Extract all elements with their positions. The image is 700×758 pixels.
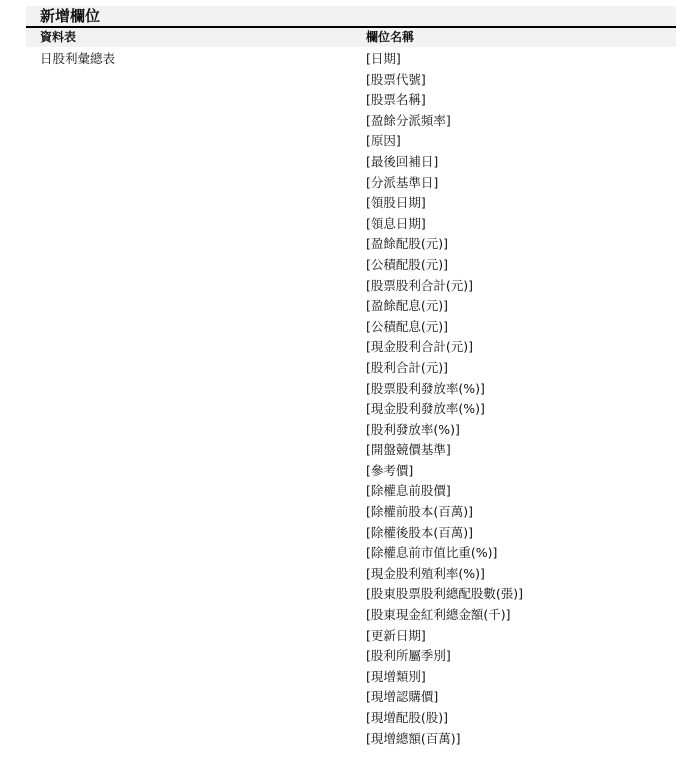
- field-item: [股票代號]: [366, 71, 426, 87]
- field-item: [現增認購價]: [366, 689, 439, 705]
- field-item: [更新日期]: [366, 627, 426, 643]
- table-name: 日股利彙總表: [40, 51, 116, 66]
- field-item: [分派基準日]: [366, 174, 439, 190]
- field-item: [股票股利合計(元)]: [366, 277, 474, 293]
- field-item: [最後回補日]: [366, 153, 439, 169]
- table-header-row: [26, 28, 676, 47]
- field-item: [股利合計(元)]: [366, 359, 449, 375]
- field-item: [除權息前市值比重(%)]: [366, 545, 498, 561]
- new-fields-section: [26, 6, 676, 746]
- field-item: [領股日期]: [366, 195, 426, 211]
- field-item: [現增配股(股)]: [366, 710, 449, 725]
- field-item: [原因]: [366, 133, 401, 149]
- field-item: [除權前股本(百萬)]: [366, 504, 474, 520]
- field-item: [參考價]: [366, 462, 414, 478]
- field-item: [除權息前股價]: [366, 483, 451, 499]
- field-item: [盈餘分派頻率]: [366, 112, 451, 128]
- field-item: [盈餘配股(元)]: [366, 236, 449, 252]
- field-item: [公積配息(元)]: [366, 318, 449, 334]
- field-list: [366, 49, 523, 749]
- header-field: 欄位名稱: [366, 30, 415, 44]
- field-item: [股東現金紅利總金額(千)]: [366, 607, 511, 623]
- field-item: [盈餘配息(元)]: [366, 298, 449, 314]
- field-item: [現金股利殖利率(%)]: [366, 565, 485, 581]
- field-item: [股票名稱]: [366, 92, 426, 108]
- field-item: [除權後股本(百萬)]: [366, 524, 474, 540]
- field-item: [現增類別]: [366, 668, 426, 684]
- field-item: [開盤競價基準]: [366, 442, 451, 458]
- field-item: [現增總額(百萬)]: [366, 730, 461, 746]
- field-item: [領息日期]: [366, 215, 426, 231]
- field-item: [公積配股(元)]: [366, 256, 449, 272]
- section-title: 新增欄位: [26, 6, 676, 28]
- header-table: 資料表: [40, 30, 77, 44]
- field-item: [現金股利合計(元)]: [366, 339, 474, 355]
- field-item: [股東股票股利總配股數(張)]: [366, 586, 524, 602]
- field-item: [日期]: [366, 51, 401, 66]
- field-item: [股利發放率(%)]: [366, 421, 460, 437]
- field-item: [股票股利發放率(%)]: [366, 380, 485, 396]
- field-item: [現金股利發放率(%)]: [366, 401, 485, 417]
- field-item: [股利所屬季別]: [366, 648, 451, 664]
